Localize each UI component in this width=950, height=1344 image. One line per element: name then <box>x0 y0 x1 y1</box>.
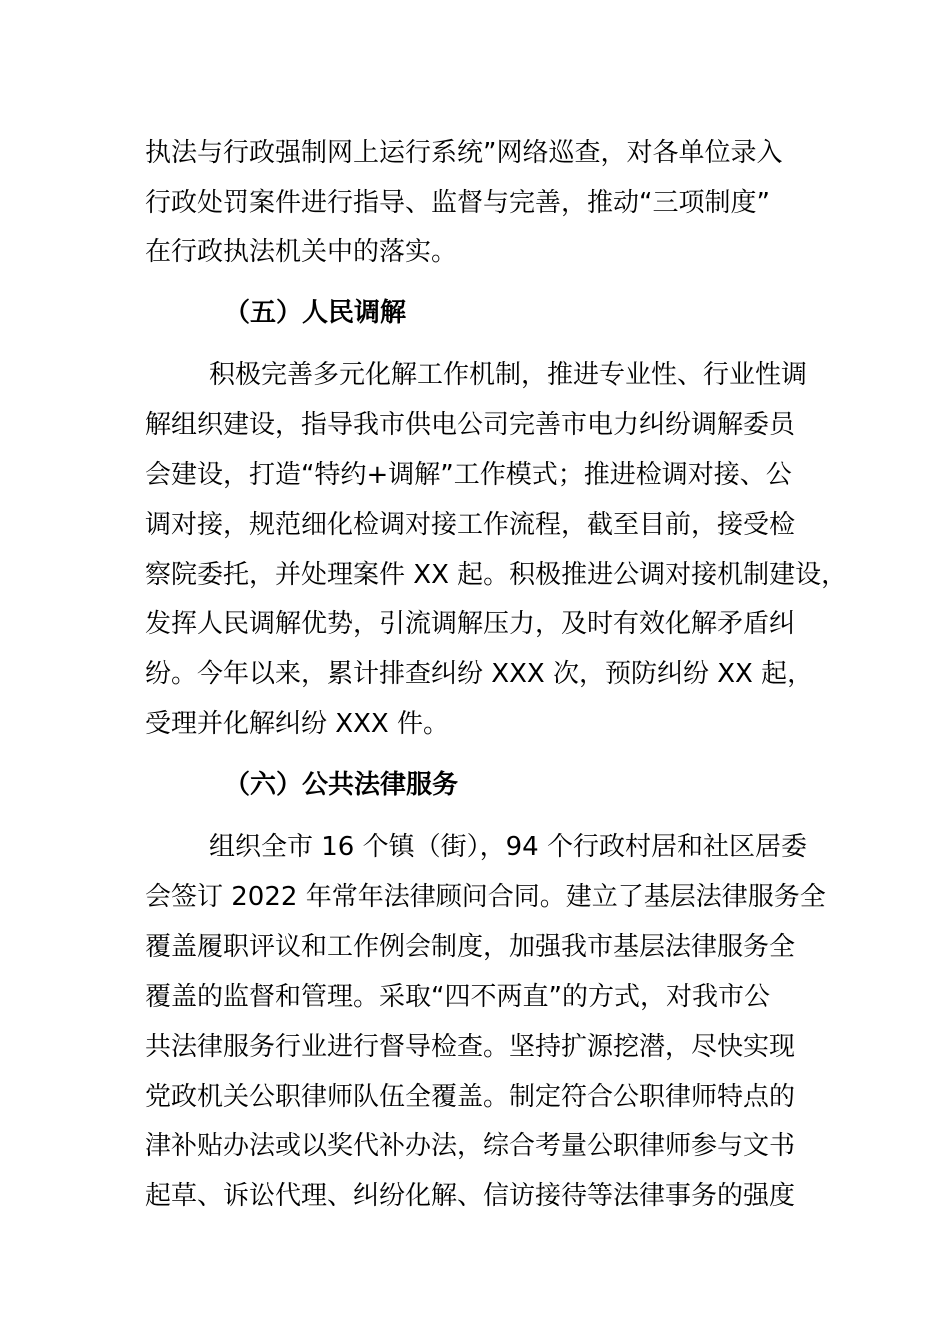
body-text-line: 调对接，规范细化检调对接工作流程，截至目前，接受检 <box>145 510 796 540</box>
body-text-line: 积极完善多元化解工作机制，推进专业性、行业性调 <box>209 360 808 390</box>
body-text-line: 组织全市 16 个镇（街），94 个行政村居和社区居委 <box>209 832 807 862</box>
section-heading: （六）公共法律服务 <box>224 770 459 800</box>
body-text-line: 执法与行政强制网上运行系统”网络巡查，对各单位录入 <box>145 138 783 168</box>
body-text-line: 共法律服务行业进行督导检查。坚持扩源挖潜，尽快实现 <box>145 1032 796 1062</box>
body-text-line: 党政机关公职律师队伍全覆盖。制定符合公职律师特点的 <box>145 1082 796 1112</box>
section-heading: （五）人民调解 <box>224 298 407 328</box>
body-text-line: 察院委托，并处理案件 XX 起。积极推进公调对接机制建设， <box>145 560 848 590</box>
body-text-line: 发挥人民调解优势，引流调解压力，及时有效化解矛盾纠 <box>145 609 796 639</box>
body-text-line: 起草、诉讼代理、纠纷化解、信访接待等法律事务的强度 <box>145 1181 796 1211</box>
body-text-line: 会建设，打造“特约+调解”工作模式；推进检调对接、公 <box>145 460 792 490</box>
body-text-line: 在行政执法机关中的落实。 <box>145 237 458 267</box>
body-text-line: 解组织建设，指导我市供电公司完善市电力纠纷调解委员 <box>145 410 796 440</box>
body-text-line: 会签订 2022 年常年法律顾问合同。建立了基层法律服务全 <box>145 882 826 912</box>
body-text-line: 津补贴办法或以奖代补办法，综合考量公职律师参与文书 <box>145 1131 796 1161</box>
body-text-line: 纷。今年以来，累计排查纠纷 XXX 次，预防纠纷 XX 起， <box>145 659 814 689</box>
body-text-line: 行政处罚案件进行指导、监督与完善，推动“三项制度” <box>145 188 770 218</box>
body-text-line: 受理并化解纠纷 XXX 件。 <box>145 709 449 739</box>
body-text-line: 覆盖的监督和管理。采取“四不两直”的方式，对我市公 <box>145 982 770 1012</box>
body-text-line: 覆盖履职评议和工作例会制度，加强我市基层法律服务全 <box>145 932 796 962</box>
